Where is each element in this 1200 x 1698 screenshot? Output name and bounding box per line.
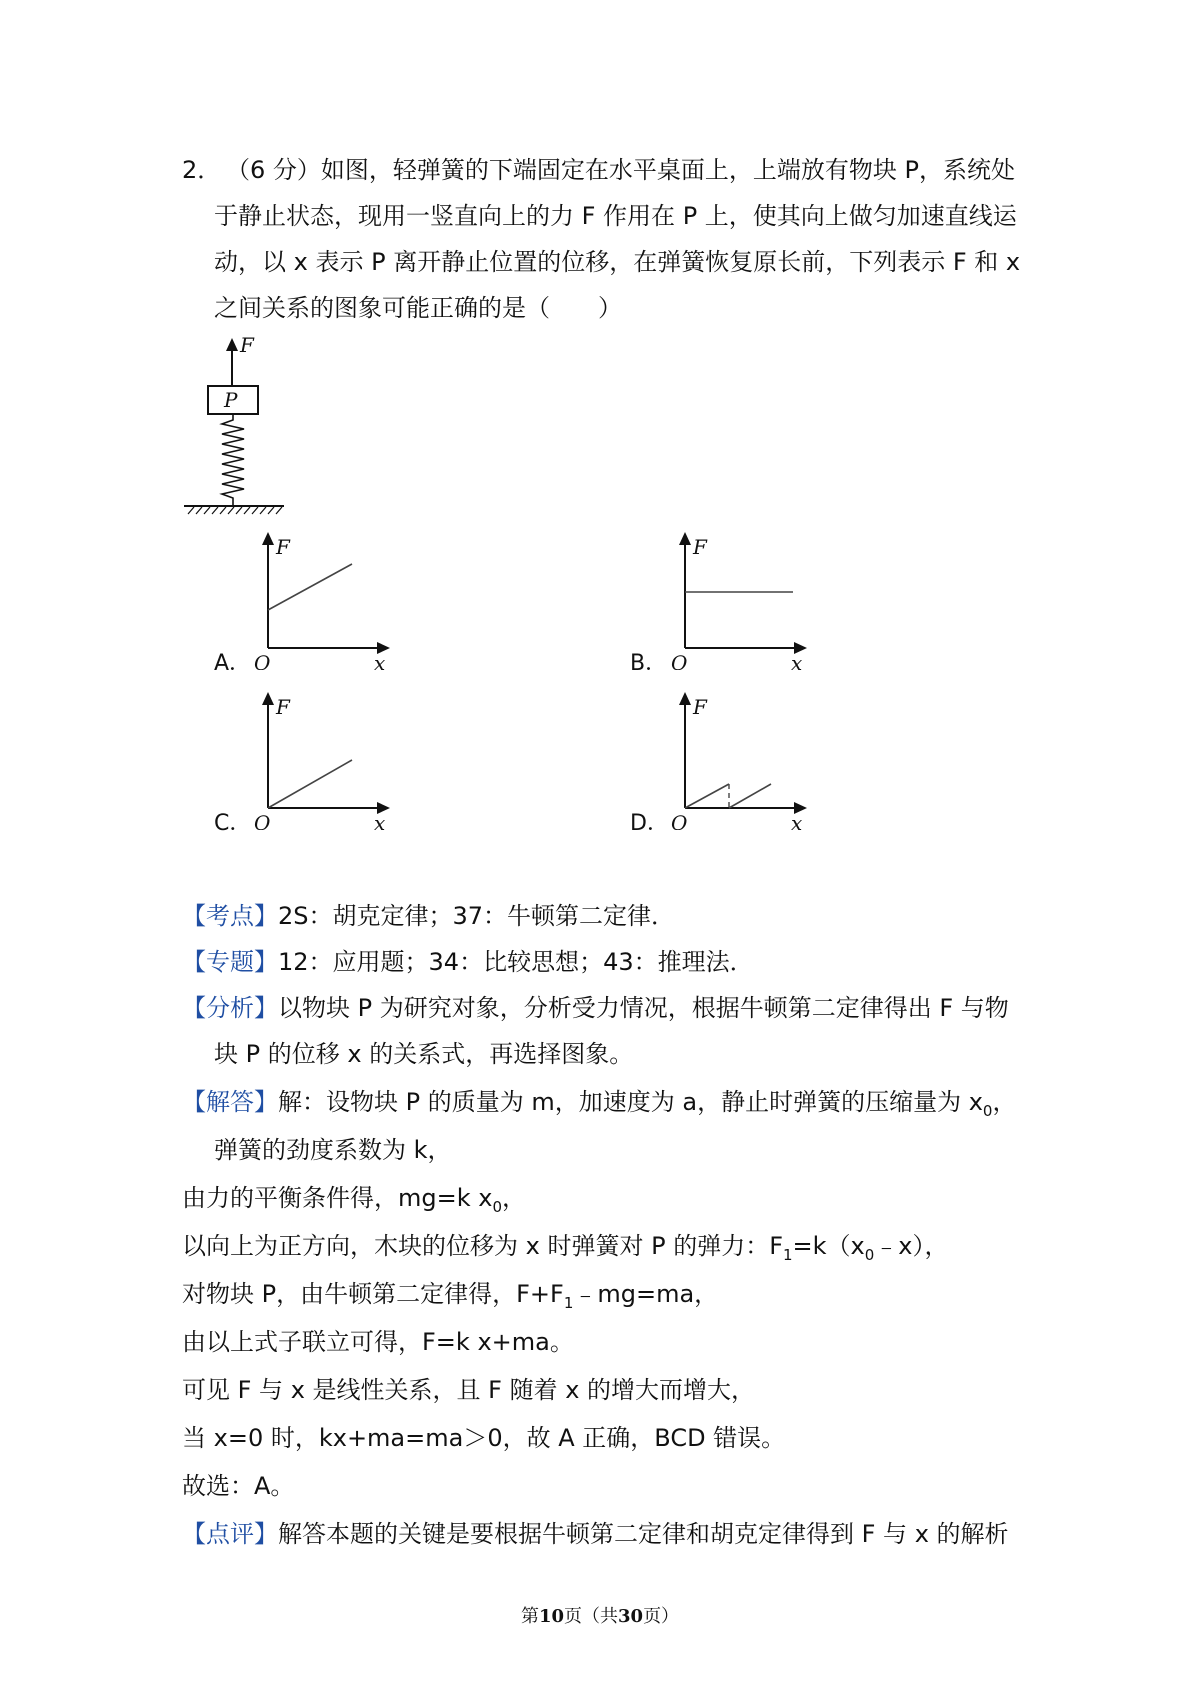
- step-7: 故选：A。: [182, 1472, 295, 1500]
- graph-option-c: [250, 690, 400, 830]
- step-2: 以向上为正方向，木块的位移为 x 时弹簧对 P 的弹力：$F_1=k(x_0﹣x)$，: [182, 1232, 949, 1264]
- dianping-tag: 【点评】: [182, 1520, 278, 1548]
- page-footer: 第10页（共30页）: [520, 1606, 680, 1627]
- svg-text:O: O: [254, 651, 271, 670]
- option-a-label: A．: [214, 651, 252, 676]
- spring-icon: [222, 414, 244, 506]
- svg-text:x: x: [791, 651, 803, 670]
- graph-a-line: [268, 564, 352, 610]
- question-line-3: 动，以 x 表示 P 离开静止位置的位移，在弹簧恢复原长前，下列表示 F 和 x: [214, 248, 1021, 276]
- option-b-label: B．: [630, 651, 668, 676]
- jieda-line: [182, 1086, 1016, 1118]
- step-3: 对物块 P，由牛顿第二定律得，$F+F_1﹣mg=ma$，: [182, 1280, 719, 1312]
- svg-text:O: O: [671, 651, 688, 670]
- jieda-tag: 【解答】: [182, 1088, 278, 1116]
- question-line-4: 之间关系的图象可能正确的是（ ）: [214, 294, 622, 322]
- svg-text:x: x: [374, 651, 386, 670]
- fenxi-tag: 【分析】: [182, 994, 278, 1022]
- step-5: 可见 F 与 x 是线性关系，且 F 随着 x 的增大而增大，: [182, 1376, 756, 1404]
- step-6: 当 x=0 时，kx+ma=ma＞0，故 A 正确，BCD 错误。: [182, 1424, 786, 1452]
- step-4: 由以上式子联立可得，F=k x+ma。: [182, 1328, 574, 1356]
- kaodian-tag: 【考点】: [182, 902, 278, 930]
- graph-d-segment-2: [729, 784, 771, 808]
- svg-text:F: F: [276, 695, 290, 719]
- option-d-label: D．: [630, 811, 669, 836]
- svg-text:O: O: [254, 811, 271, 830]
- question-line-1: （6 分）如图，轻弹簧的下端固定在水平桌面上，上端放有物块 P，系统处: [226, 156, 1015, 184]
- block-label: P: [224, 388, 238, 412]
- kaodian-line: [182, 900, 675, 932]
- jieda-end: ，: [992, 1088, 1017, 1116]
- fenxi-text-1: 以物块 P 为研究对象，分析受力情况，根据牛顿第二定律得出 F 与物: [278, 994, 1009, 1022]
- dianping-text: 解答本题的关键是要根据牛顿第二定律和胡克定律得到 F 与 x 的解析: [278, 1520, 1009, 1548]
- svg-text:x: x: [374, 811, 386, 830]
- svg-text:x: x: [791, 811, 803, 830]
- ground-hatch: [188, 507, 282, 514]
- spring-figure: [180, 336, 290, 526]
- fenxi-line: [182, 992, 1009, 1024]
- option-c-label: C．: [214, 811, 252, 836]
- svg-text:F: F: [276, 535, 290, 559]
- force-label: F: [240, 336, 254, 357]
- jieda-text-1: 解：设物块 P 的质量为 m，加速度为 a，静止时弹簧的压缩量为 x: [278, 1088, 983, 1116]
- zhuanti-tag: 【专题】: [182, 948, 278, 976]
- kaodian-text: 2S：胡克定律；37：牛顿第二定律．: [278, 902, 676, 930]
- graph-option-b: [667, 530, 817, 670]
- fenxi-text-2: 块 P 的位移 x 的关系式，再选择图象。: [214, 1040, 634, 1068]
- current-page: 10: [538, 1606, 564, 1627]
- graph-option-d: [667, 690, 817, 830]
- jieda-text-2: 弹簧的劲度系数为 k，: [214, 1136, 452, 1164]
- zhuanti-text: 12：应用题；34：比较思想；43：推理法．: [278, 948, 754, 976]
- jieda-sub: 0: [982, 1101, 993, 1120]
- question-line-2: 于静止状态，现用一竖直向上的力 F 作用在 P 上，使其向上做匀加速直线运: [214, 202, 1017, 230]
- dianping-line: [182, 1518, 1009, 1550]
- total-pages: 30: [618, 1606, 644, 1627]
- graph-d-segment-1: [685, 784, 729, 808]
- force-arrow-icon: [226, 338, 238, 351]
- svg-text:O: O: [671, 811, 688, 830]
- graph-c-line: [268, 760, 352, 808]
- graph-option-a: [250, 530, 400, 670]
- question-number: 2．: [182, 156, 222, 184]
- svg-text:F: F: [693, 695, 707, 719]
- svg-text:F: F: [693, 535, 707, 559]
- zhuanti-line: [182, 946, 754, 978]
- step-1: 由力的平衡条件得，mg=k $x_0$，: [182, 1184, 526, 1216]
